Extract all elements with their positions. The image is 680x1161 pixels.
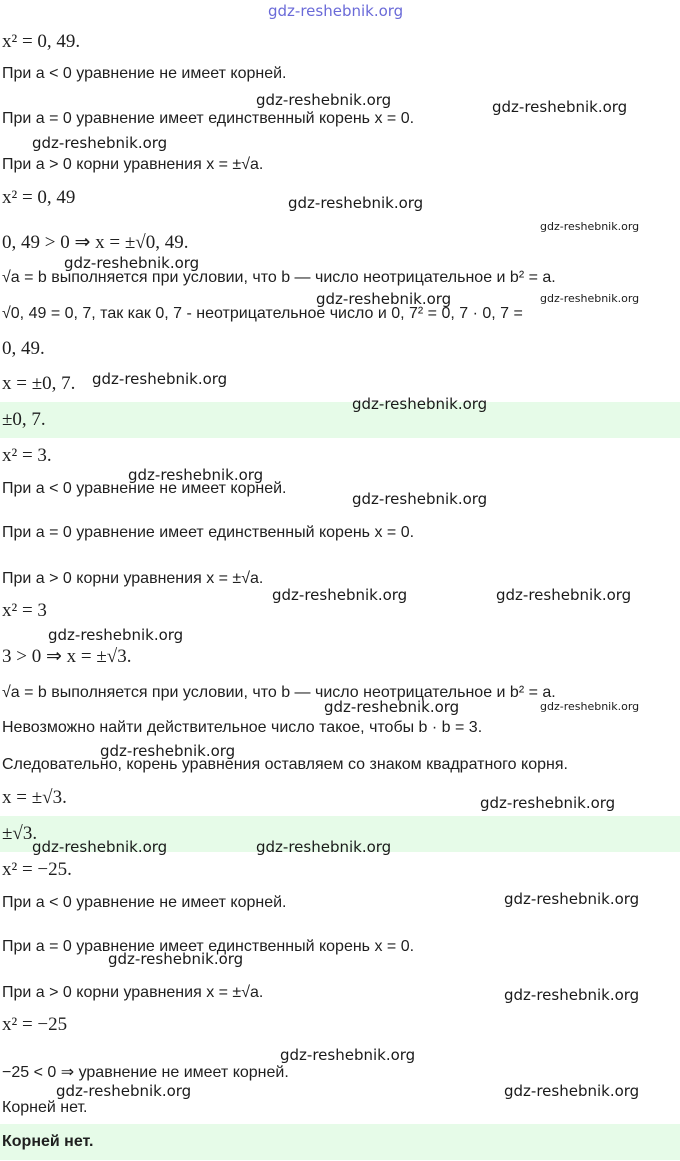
- watermark: gdz-reshebnik.org: [48, 626, 184, 644]
- watermark: gdz-reshebnik.org: [504, 986, 640, 1004]
- watermark: gdz-reshebnik.org: [352, 490, 488, 508]
- watermark: gdz-reshebnik.org: [324, 698, 460, 716]
- text-line: Невозможно найти действительное число такое, чтобы b · b = 3.: [2, 719, 483, 736]
- watermark: gdz-reshebnik.org: [108, 950, 244, 968]
- watermark: gdz-reshebnik.org: [128, 466, 264, 484]
- equation-line: 3 > 0 ⇒ x = ±√3.: [2, 646, 132, 667]
- equation-line: x² = 0, 49: [2, 187, 76, 208]
- watermark: gdz-reshebnik.org: [92, 370, 228, 388]
- watermark: gdz-reshebnik.org: [540, 700, 640, 713]
- watermark: gdz-reshebnik.org: [288, 194, 424, 212]
- text-line: При a > 0 корни уравнения x = ±√a.: [2, 984, 264, 1001]
- watermark: gdz-reshebnik.org: [504, 890, 640, 908]
- equation-line: x² = 3: [2, 600, 47, 621]
- text-line: √0, 49 = 0, 7, так как 0, 7 - неотрицательное число и 0, 7² = 0, 7 · 0, 7 =: [2, 305, 523, 322]
- text-line: При a = 0 уравнение имеет единственный корень x = 0.: [2, 938, 415, 955]
- answer-text: Корней нет.: [2, 1133, 94, 1150]
- watermark: gdz-reshebnik.org: [272, 586, 408, 604]
- answer-text: ±0, 7.: [2, 409, 46, 430]
- text-line: √a = b выполняется при условии, что b — число неотрицательное и b² = a.: [2, 684, 556, 701]
- watermark: gdz-reshebnik.org: [280, 1046, 416, 1064]
- text-line: При a < 0 уравнение не имеет корней.: [2, 480, 287, 497]
- watermark: gdz-reshebnik.org: [496, 586, 632, 604]
- watermark: gdz-reshebnik.org: [32, 838, 168, 856]
- site-header: gdz-reshebnik.org: [268, 2, 404, 20]
- equation-line: x² = −25.: [2, 859, 72, 880]
- watermark: gdz-reshebnik.org: [256, 91, 392, 109]
- equation-line: x² = −25: [2, 1014, 68, 1035]
- watermark: gdz-reshebnik.org: [64, 254, 200, 272]
- watermark: gdz-reshebnik.org: [32, 134, 168, 152]
- answer-box: [0, 1124, 680, 1160]
- watermark: gdz-reshebnik.org: [504, 1082, 640, 1100]
- answer-box: [0, 402, 680, 438]
- text-line: −25 < 0 ⇒ уравнение не имеет корней.: [2, 1064, 289, 1081]
- text-line: При a > 0 корни уравнения x = ±√a.: [2, 570, 264, 587]
- text-line: При a < 0 уравнение не имеет корней.: [2, 894, 287, 911]
- equation-line: x = ±√3.: [2, 787, 67, 808]
- text-line: При a = 0 уравнение имеет единственный корень x = 0.: [2, 110, 415, 127]
- watermark: gdz-reshebnik.org: [56, 1082, 192, 1100]
- answer-text: ±√3.: [2, 823, 38, 844]
- text-line: Корней нет.: [2, 1099, 88, 1116]
- text-line: При a > 0 корни уравнения x = ±√a.: [2, 156, 264, 173]
- equation-line: x² = 0, 49.: [2, 31, 81, 52]
- equation-line: 0, 49.: [2, 338, 45, 359]
- text-line: Следовательно, корень уравнения оставляем со знаком квадратного корня.: [2, 756, 568, 773]
- watermark: gdz-reshebnik.org: [100, 742, 236, 760]
- watermark: gdz-reshebnik.org: [256, 838, 392, 856]
- equation-line: 0, 49 > 0 ⇒ x = ±√0, 49.: [2, 232, 189, 253]
- equation-line: x² = 3.: [2, 445, 52, 466]
- watermark: gdz-reshebnik.org: [492, 98, 628, 116]
- watermark: gdz-reshebnik.org: [540, 220, 640, 233]
- watermark: gdz-reshebnik.org: [352, 395, 488, 413]
- watermark: gdz-reshebnik.org: [480, 794, 616, 812]
- watermark: gdz-reshebnik.org: [316, 290, 452, 308]
- text-line: При a = 0 уравнение имеет единственный корень x = 0.: [2, 524, 415, 541]
- equation-line: x = ±0, 7.: [2, 373, 76, 394]
- text-line: При a < 0 уравнение не имеет корней.: [2, 65, 287, 82]
- watermark: gdz-reshebnik.org: [540, 292, 640, 305]
- text-line: √a = b выполняется при условии, что b — число неотрицательное и b² = a.: [2, 269, 556, 286]
